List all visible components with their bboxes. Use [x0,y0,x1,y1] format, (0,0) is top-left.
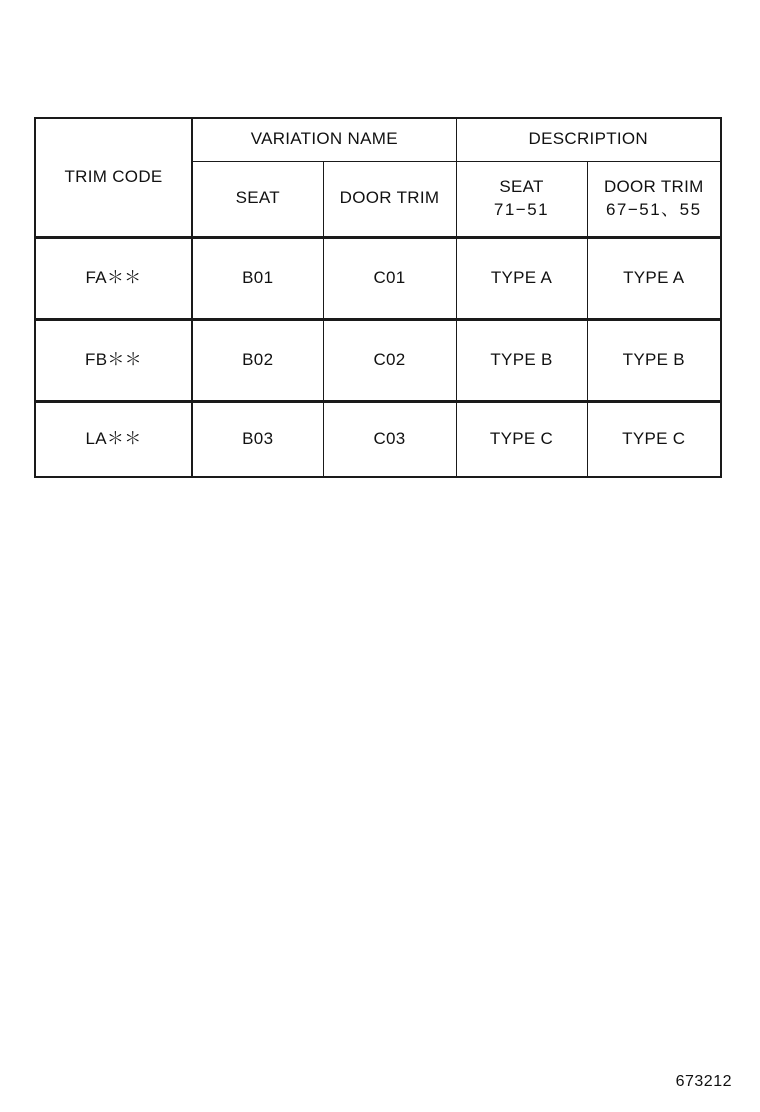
header-trim-code: TRIM CODE [35,118,192,237]
cell-desc-seat: TYPE B [456,319,587,401]
table-row [35,237,721,319]
figure-id: 673212 [675,1073,732,1090]
cell-door-trim: C03 [323,401,456,477]
header-desc-seat [456,161,587,237]
header-desc-seat-label: SEAT [499,176,544,196]
cell-desc-door-trim: TYPE C [587,401,721,477]
cell-desc-door-trim: TYPE B [587,319,721,401]
table-row [35,319,721,401]
header-vn-door-trim: DOOR TRIM [323,161,456,237]
cell-trim-code: FA＊＊ [35,237,192,319]
header-desc-seat-code: 71−51 [493,199,550,219]
cell-door-trim: C02 [323,319,456,401]
cell-desc-seat: TYPE C [456,401,587,477]
cell-desc-door-trim: TYPE A [587,237,721,319]
header-desc-door-trim [587,161,721,237]
cell-desc-seat: TYPE A [456,237,587,319]
cell-trim-code: LA＊＊ [35,401,192,477]
cell-seat: B02 [192,319,323,401]
trim-variation-table [34,117,722,478]
header-desc-door-trim-label: DOOR TRIM [603,176,704,196]
header-row-top [35,118,721,161]
table-row [35,401,721,477]
header-variation-name: VARIATION NAME [192,118,456,161]
header-description: DESCRIPTION [456,118,721,161]
cell-seat: B01 [192,237,323,319]
header-vn-seat: SEAT [192,161,323,237]
cell-door-trim: C01 [323,237,456,319]
cell-trim-code: FB＊＊ [35,319,192,401]
header-desc-door-trim-code: 67−51、55 [605,199,702,219]
cell-seat: B03 [192,401,323,477]
